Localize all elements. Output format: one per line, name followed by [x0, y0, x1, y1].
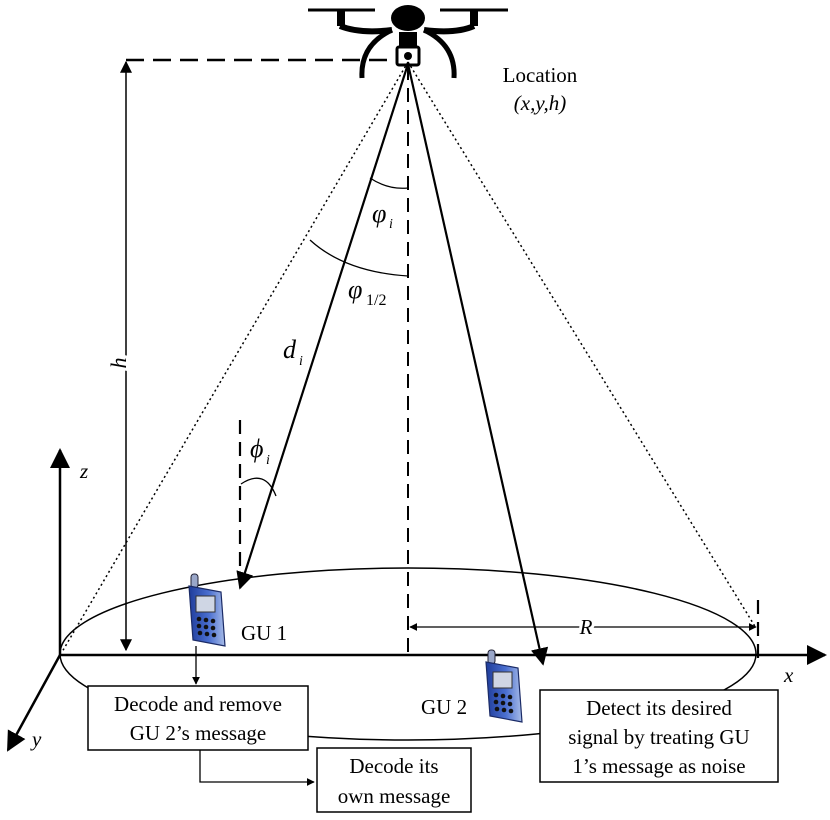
r-label: R — [579, 615, 593, 639]
signal-to-gu1 — [240, 64, 408, 588]
phi-i-sub: i — [389, 217, 393, 232]
decode-remove-line2: GU 2’s message — [129, 721, 267, 745]
y-axis-label: y — [32, 727, 42, 751]
angle-arc-phi-i — [370, 178, 408, 188]
own-message-line1: Decode its — [349, 754, 439, 778]
decode-remove-line1: Decode and remove — [114, 692, 282, 716]
location-title: Location — [502, 63, 578, 87]
phi-half-sub: 1/2 — [366, 292, 387, 309]
own-message-line2: own message — [337, 784, 451, 808]
z-axis-label: z — [80, 459, 89, 483]
signal-to-gu2 — [408, 64, 543, 664]
phone-icon-gu1 — [189, 574, 225, 646]
gu1-label: GU 1 — [241, 621, 288, 645]
h-label: h — [106, 357, 131, 369]
small-phi-sub: i — [266, 453, 270, 468]
x-axis-label: x — [784, 663, 794, 687]
cone-edge-right — [408, 62, 756, 628]
d-i-label: d — [283, 335, 296, 364]
phi-i-label: φ — [372, 199, 387, 228]
detect-line3: 1’s message as noise — [572, 754, 746, 778]
decode-to-own-arrow — [200, 750, 314, 782]
location-coords: (x,y,h) — [513, 91, 567, 115]
small-phi-label: ϕ — [250, 434, 264, 463]
phi-half-label: φ — [348, 275, 363, 304]
cone-edge-left — [62, 62, 408, 652]
phone-icon-gu2 — [486, 650, 522, 722]
gu2-label: GU 2 — [421, 695, 468, 719]
angle-arc-phi-half — [310, 240, 408, 276]
detect-line2: signal by treating GU — [568, 725, 750, 749]
detect-line1: Detect its desired — [586, 696, 732, 720]
d-i-sub: i — [299, 354, 303, 369]
